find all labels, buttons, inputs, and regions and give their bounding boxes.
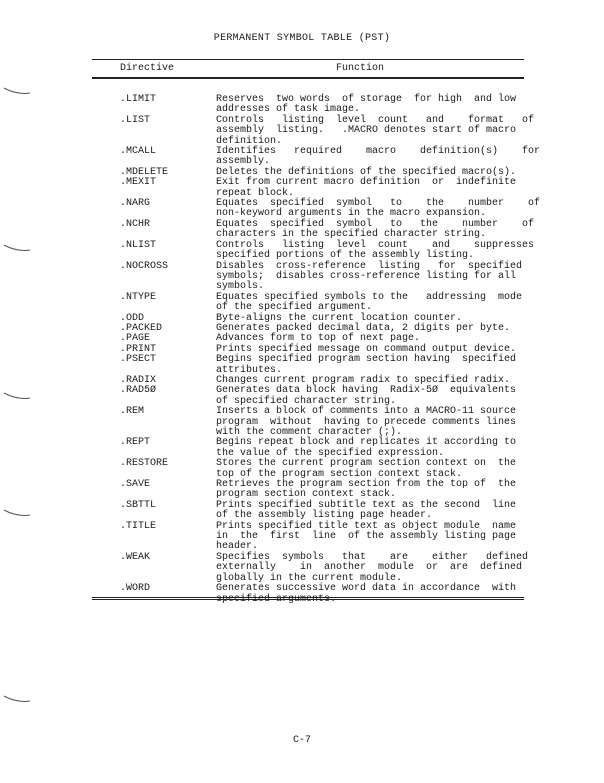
directive-name: .REM — [120, 406, 145, 418]
table-row — [0, 522, 604, 553]
function-line: assembly listing. .MACRO denotes start of macro — [216, 125, 517, 137]
directive-name: .WORD — [120, 583, 151, 595]
directive-function — [216, 551, 529, 584]
function-line: attributes. — [216, 364, 283, 376]
function-line: repeat block. — [216, 187, 295, 199]
directive-name: .RESTORE — [120, 458, 169, 470]
margin-mark — [2, 243, 32, 253]
table-row — [0, 116, 604, 147]
function-line: Prints specified message on command output device. — [216, 343, 517, 355]
table-row — [0, 199, 604, 220]
table-row — [0, 501, 604, 522]
function-line: Prints specified title text as object module name — [216, 520, 517, 532]
margin-mark — [2, 694, 32, 704]
function-line: Retrieves the program section from the top of the — [216, 479, 517, 491]
directive-name: .PAGE — [120, 333, 151, 345]
table-row — [0, 220, 604, 241]
table-bottom-rule — [92, 597, 524, 598]
function-line: assembly. — [216, 156, 271, 168]
directive-name: .TITLE — [120, 520, 157, 532]
function-line: of the specified argument. — [216, 302, 373, 314]
table-row — [0, 241, 604, 262]
function-line: Identifies required macro definition(s) for — [216, 146, 541, 158]
function-line: with the comment character (;). — [216, 427, 403, 438]
function-line: Generates successive word data in accordance with — [216, 583, 517, 595]
directive-function — [216, 178, 526, 199]
directive-name: .ODD — [120, 312, 145, 324]
function-line: Generates data block having Radix-5Ø equivalents — [216, 385, 517, 397]
table-row — [0, 584, 604, 605]
table-row — [0, 438, 604, 459]
header-bottom-rule — [92, 77, 524, 79]
function-line: Changes current program radix to specified radix. — [216, 374, 511, 386]
function-line: top of the program section context stack. — [216, 468, 463, 480]
function-line: Begins repeat block and replicates it according to — [216, 437, 517, 449]
directive-function — [216, 522, 526, 553]
directive-function — [216, 355, 526, 376]
directive-name: .NLIST — [120, 239, 157, 251]
table-row — [0, 480, 604, 501]
directive-name: .REPT — [120, 437, 151, 449]
function-line: Specifies symbols that are either defined — [216, 551, 529, 563]
page-number: C-7 — [292, 735, 311, 746]
column-header-directive: Directive — [120, 63, 175, 74]
directive-name: .MCALL — [120, 146, 157, 158]
directive-name: .SBTTL — [120, 499, 157, 511]
table-row — [0, 407, 604, 438]
function-line: Byte-aligns the current location counter. — [216, 312, 463, 324]
directive-name: .RAD5Ø — [120, 385, 157, 397]
directive-function — [216, 584, 526, 605]
function-line: program without having to precede comments lines — [216, 416, 517, 428]
function-line: symbols. — [216, 281, 265, 293]
function-line: Generates packed decimal data, 2 digits per byte. — [216, 322, 511, 334]
directive-name: .NOCROSS — [120, 260, 169, 272]
function-line: program section context stack. — [216, 489, 397, 501]
function-line: Exit from current macro definition or indefinite — [216, 177, 517, 189]
function-line: definition. — [216, 135, 283, 147]
function-line: globally in the current module. — [216, 572, 403, 584]
directive-name: .MEXIT — [120, 177, 157, 189]
function-line: Equates specified symbol to the number of — [216, 218, 535, 230]
function-line: characters in the specified character string. — [216, 229, 487, 241]
function-line: Inserts a block of comments into a MACRO-11 source — [216, 406, 517, 418]
directive-name: .SAVE — [120, 479, 151, 491]
page-title: PERMANENT SYMBOL TABLE (PST) — [213, 33, 391, 44]
function-line: of the assembly listing page header. — [216, 510, 433, 522]
function-line: Prints specified subtitle text as the second line — [216, 499, 517, 511]
function-line: Controls listing level count and suppresses — [216, 239, 535, 251]
directive-name: .WEAK — [120, 551, 151, 563]
function-line: externally in another module or are defined — [216, 562, 523, 574]
column-header-function: Function — [336, 63, 385, 74]
directive-name: .LIST — [120, 114, 151, 126]
directive-function — [216, 239, 535, 262]
directive-function — [216, 480, 526, 501]
table-row — [0, 95, 604, 116]
directive-name: .PSECT — [120, 354, 157, 366]
directive-function — [216, 198, 541, 220]
directive-name: .MDELETE — [120, 166, 169, 178]
directive-function — [216, 95, 526, 116]
margin-mark — [2, 86, 32, 96]
function-line: Equates specified symbols to the addressing mode — [216, 291, 523, 303]
directive-name: .NCHR — [120, 218, 151, 230]
function-line: addresses of task image. — [216, 104, 361, 116]
table-row — [0, 459, 604, 480]
directive-function — [216, 114, 535, 147]
function-line: the value of the specified expression. — [216, 447, 445, 459]
directive-name: .NARG — [120, 198, 151, 210]
function-line: specified portions of the assembly listing. — [216, 250, 475, 262]
function-line: header. — [216, 541, 259, 553]
directive-name: .PRINT — [120, 343, 157, 355]
directive-function — [216, 407, 526, 438]
directive-function — [216, 146, 541, 168]
function-line: Begins specified program section having specified — [216, 354, 517, 366]
function-line: Advances form to top of next page. — [216, 333, 421, 345]
function-line: symbols; disables cross-reference listing for all — [216, 270, 517, 282]
directive-name: .LIMIT — [120, 94, 157, 105]
function-line: Reserves two words of storage for high and low — [216, 94, 517, 105]
directive-function — [216, 262, 526, 293]
margin-mark — [2, 391, 32, 401]
function-line: Stores the current program section context on the — [216, 458, 517, 470]
table-bottom-rule-second — [92, 599, 524, 600]
function-line: non-keyword arguments in the macro expansion. — [216, 208, 487, 220]
directive-name: .NTYPE — [120, 291, 157, 303]
directive-name: .RADIX — [120, 374, 157, 386]
directive-function — [216, 438, 526, 459]
function-line: of specified character string. — [216, 395, 397, 407]
function-line: Deletes the definitions of the specified macro(s). — [216, 166, 517, 178]
directive-name: .PACKED — [120, 322, 163, 334]
table-row — [0, 262, 604, 293]
function-line: Disables cross-reference listing for specified — [216, 260, 523, 272]
table-row — [0, 355, 604, 376]
directive-table — [0, 95, 604, 605]
table-row — [0, 386, 604, 407]
directive-function — [216, 386, 526, 407]
function-line: Controls listing level count and format of — [216, 114, 535, 126]
margin-mark — [2, 508, 32, 518]
function-line: Equates specified symbol to the number of — [216, 198, 541, 210]
table-row — [0, 147, 604, 168]
table-row — [0, 178, 604, 199]
directive-function — [216, 459, 526, 480]
directive-function — [216, 293, 526, 314]
table-row — [0, 293, 604, 314]
directive-function — [216, 501, 526, 522]
table-row — [0, 553, 604, 584]
function-line: in the first line of the assembly listing page — [216, 531, 517, 543]
directive-function — [216, 218, 535, 241]
table-top-rule — [92, 59, 524, 60]
